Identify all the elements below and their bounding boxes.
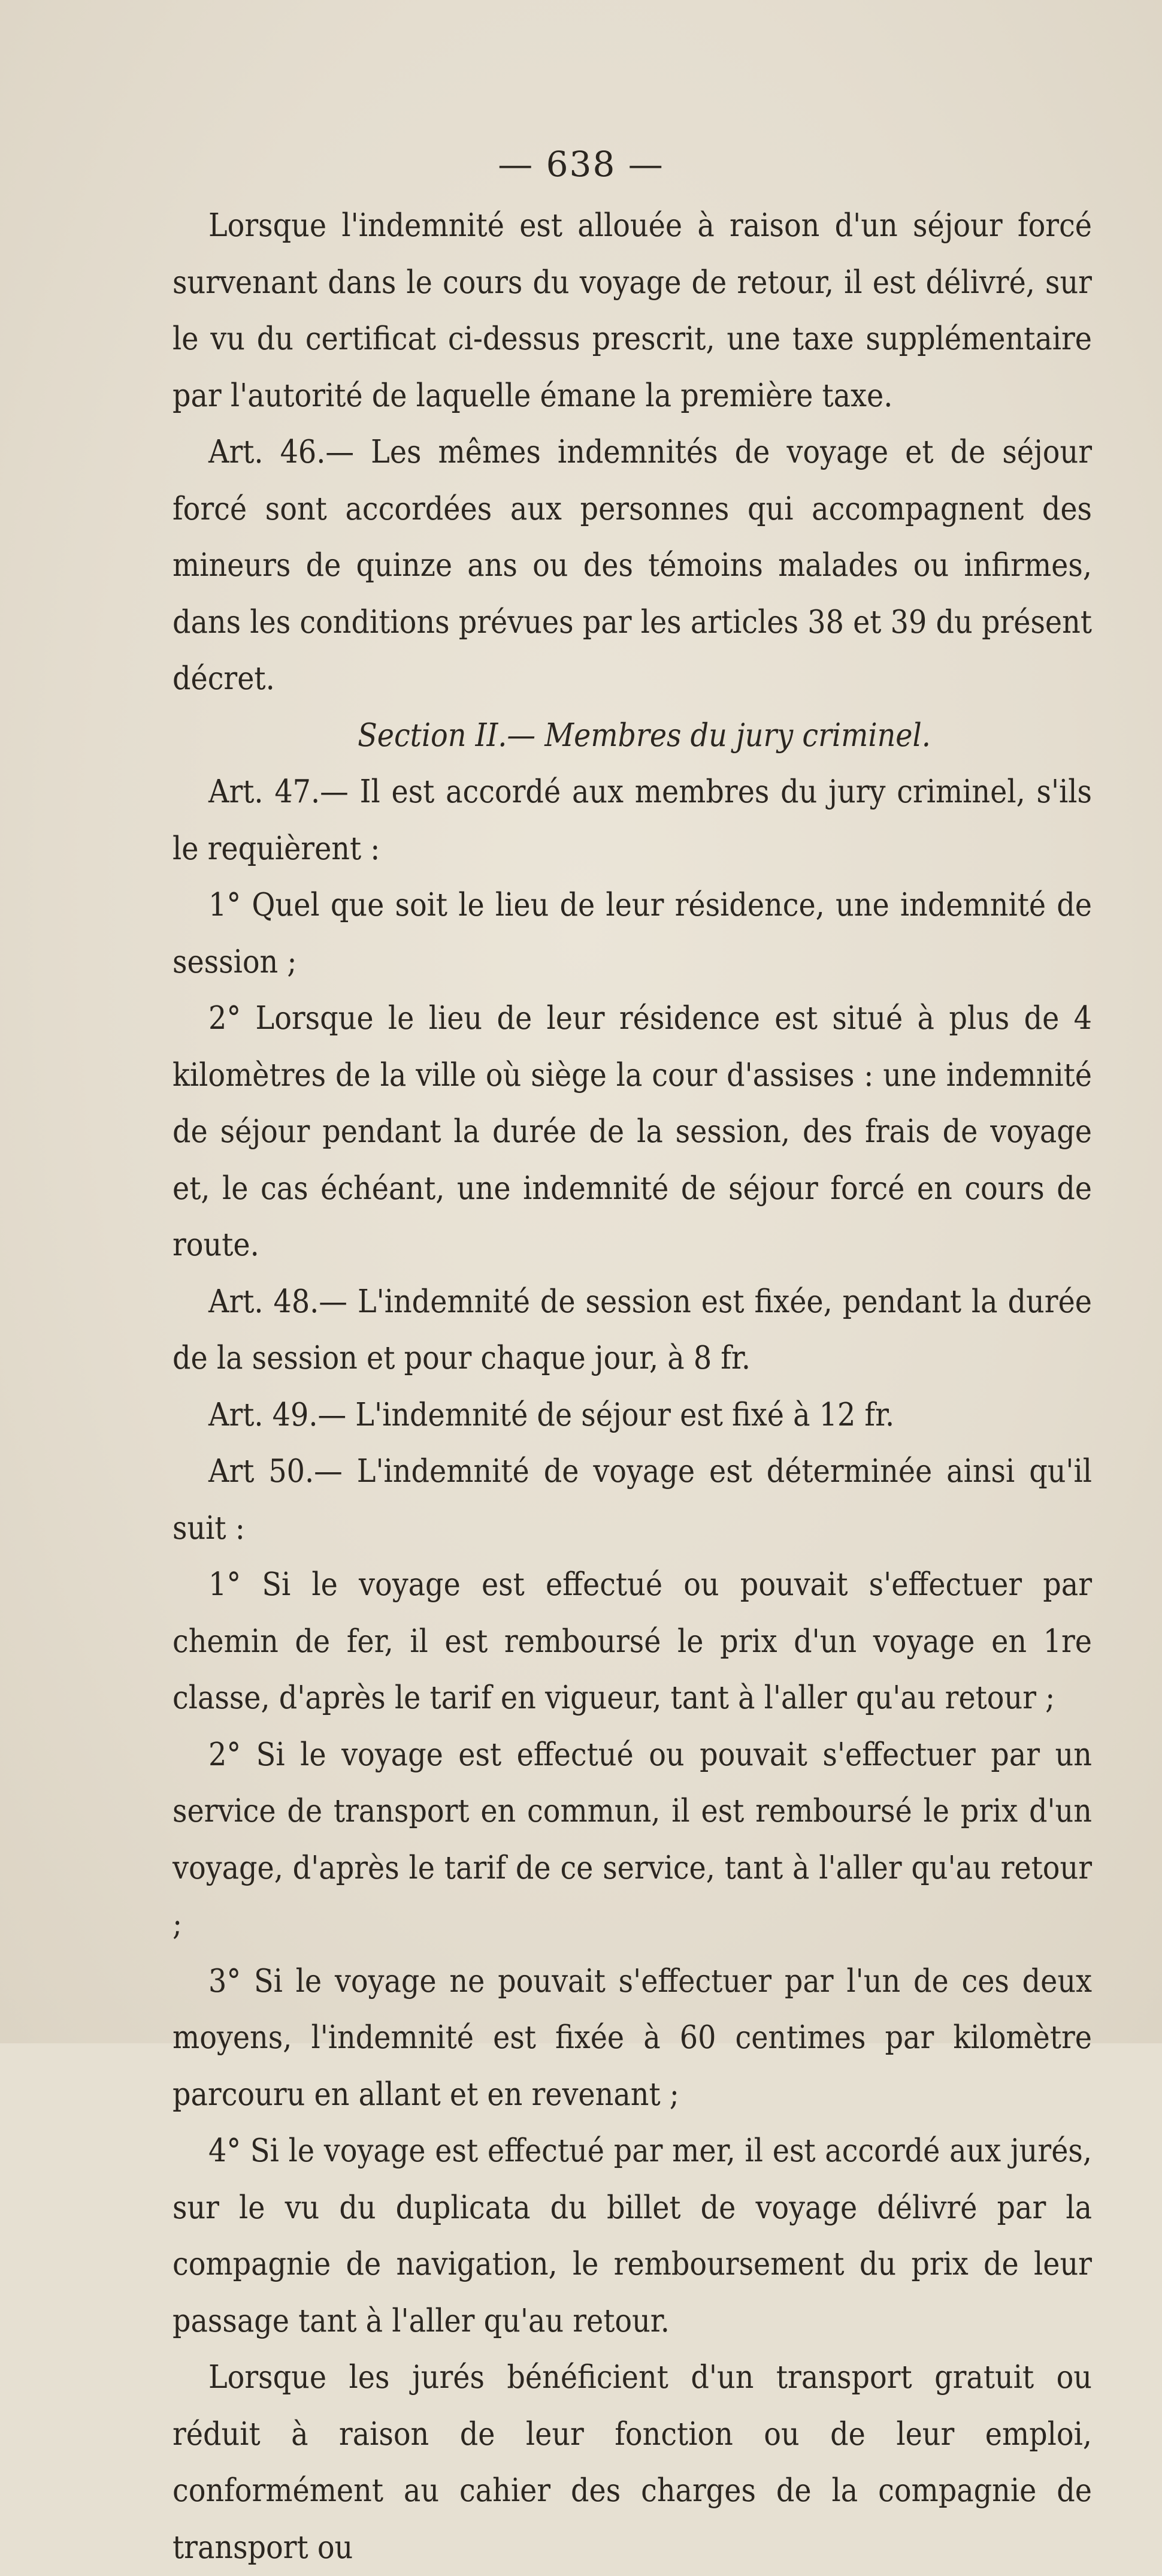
paragraph: 2° Si le voyage est effectué ou pouvait s'effectuer par un service de transport en commun, il est remboursé le prix d'un voyage, d'après le tarif de ce service, tant à l'aller qu'au retour ; (173, 1736, 1092, 1943)
paragraph: Lorsque l'indemnité est allouée à raison d'un séjour forcé survenant dans le cours du voyage de retour, il est délivré, sur le vu du certificat ci-dessus prescrit, une taxe supplémentaire par l'autorité de laquelle émane la première taxe. (173, 207, 1092, 414)
paragraph: Lorsque les jurés bénéficient d'un transport gratuit ou réduit à raison de leur fonction ou de leur emploi, conformément au cahier des charges de la compagnie de transport ou (173, 2359, 1092, 2566)
paragraph: Art. 49.— L'indemnité de séjour est fixé à 12 fr. (208, 1396, 895, 1433)
paragraph: Art. 47.— Il est accordé aux membres du jury criminel, s'ils le requièrent : (173, 774, 1092, 867)
paragraph: Art. 46.— Les mêmes indemnités de voyage et de séjour forcé sont accordées aux personnes qui accompagnent des mineurs de quinze ans ou des témoins malades ou infirmes, dans les conditions prévues par les articles 38 et 39 du présent décret. (173, 434, 1092, 697)
section-heading: Section II.— Membres du jury criminel. (358, 717, 931, 754)
page-number: — 638 — (498, 144, 664, 185)
body-text (173, 198, 1092, 2576)
paragraph: 4° Si le voyage est effectué par mer, il est accordé aux jurés, sur le vu du duplicata du billet de voyage délivré par la compagnie de navigation, le remboursement du prix de leur passage tant à l'aller qu'au retour. (173, 2133, 1092, 2339)
paragraph: 2° Lorsque le lieu de leur résidence est situé à plus de 4 kilomètres de la ville où siège la cour d'assises : une indemnité de séjour pendant la durée de la session, des frais de voyage et, le cas échéant, une indemnité de séjour forcé en cours de route. (173, 1000, 1092, 1263)
paragraph: 3° Si le voyage ne pouvait s'effectuer par l'un de ces deux moyens, l'indemnité est fixée à 60 centimes par kilomètre parcouru en allant et en revenant ; (173, 1962, 1092, 2113)
paragraph: 1° Quel que soit le lieu de leur résidence, une indemnité de session ; (173, 887, 1092, 980)
paragraph: Art 50.— L'indemnité de voyage est déterminée ainsi qu'il suit : (173, 1453, 1092, 1547)
paragraph: 1° Si le voyage est effectué ou pouvait s'effectuer par chemin de fer, il est remboursé le prix d'un voyage en 1re classe, d'après le tarif en vigueur, tant à l'aller qu'au retour ; (173, 1566, 1092, 1716)
paragraph: Art. 48.— L'indemnité de session est fixée, pendant la durée de la session et pour chaque jour, à 8 fr. (173, 1283, 1092, 1376)
